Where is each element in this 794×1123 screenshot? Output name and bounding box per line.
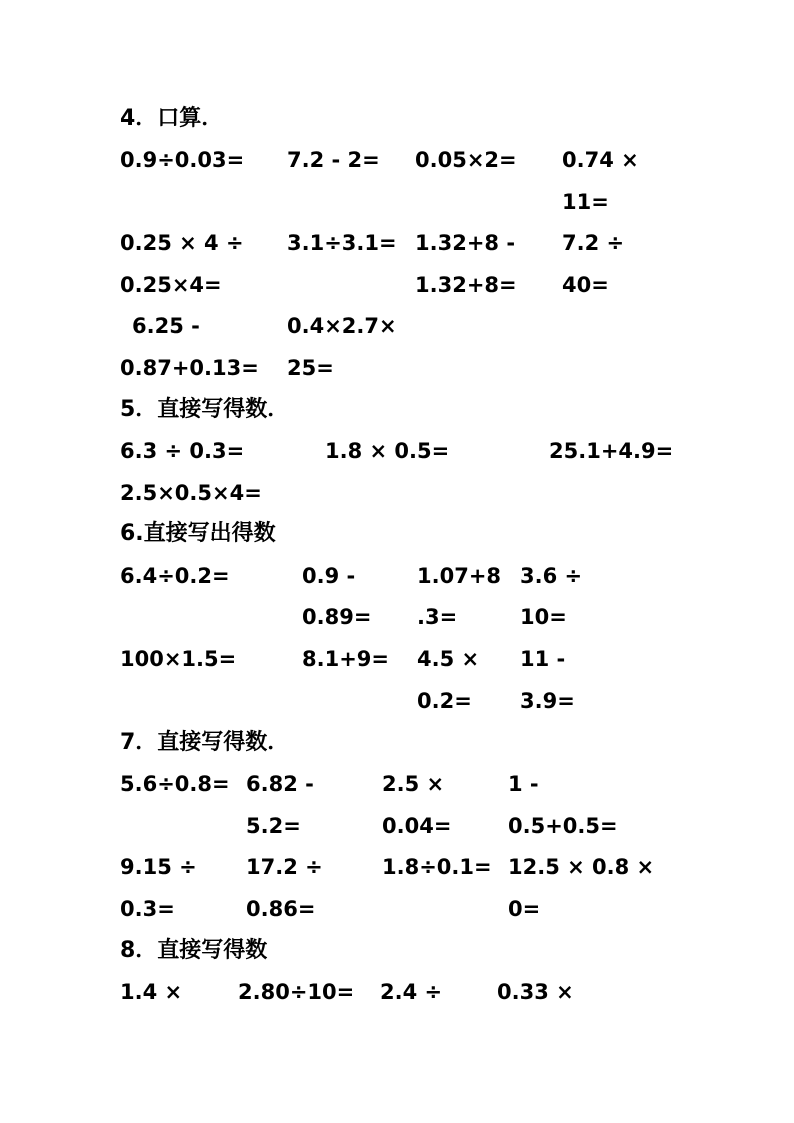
problem-cell: 0.33 × — [497, 980, 574, 1004]
problem-cell: 0.4×2.7× — [287, 314, 397, 338]
problem-cell: 2.80÷10= — [238, 980, 355, 1004]
problem-cell: 0.9 - — [302, 564, 356, 588]
problem-cell: 7.2 ÷ — [562, 231, 625, 255]
problem-cell: 6.82 - — [246, 772, 314, 796]
problem-cell: 10= — [520, 605, 567, 629]
problem-cell: 0.5+0.5= — [508, 814, 618, 838]
problem-cell: 0.25 × 4 ÷ — [120, 231, 244, 255]
problem-cell: 11= — [562, 190, 609, 214]
problem-cell: 0.9÷0.03= — [120, 148, 245, 172]
problem-cell: 2.5 × — [382, 772, 445, 796]
problem-cell: .3= — [417, 605, 458, 629]
problem-cell: 0.86= — [246, 897, 316, 921]
problem-cell: 7.2 - 2= — [287, 148, 380, 172]
problem-cell: 0.05×2= — [415, 148, 517, 172]
problem-cell: 1.4 × — [120, 980, 183, 1004]
problem-cell: 5.2= — [246, 814, 301, 838]
section-5-heading: 5．直接写得数． — [120, 397, 290, 422]
problem-cell: 1.8÷0.1= — [382, 855, 492, 879]
problem-cell: 1.32+8= — [415, 273, 517, 297]
section-8-heading: 8．直接写得数 — [120, 938, 268, 963]
problem-cell: 12.5 × 0.8 × — [508, 855, 655, 879]
problem-cell: 25= — [287, 356, 334, 380]
problem-cell: 1 - — [508, 772, 539, 796]
problem-cell: 6.3 ÷ 0.3= — [120, 439, 245, 463]
problem-cell: 17.2 ÷ — [246, 855, 323, 879]
problem-cell: 0.25×4= — [120, 273, 222, 297]
problem-cell: 100×1.5= — [120, 647, 237, 671]
problem-cell: 0.3= — [120, 897, 175, 921]
problem-cell: 0.89= — [302, 605, 372, 629]
problem-cell: 4.5 × — [417, 647, 480, 671]
section-7-heading: 7．直接写得数． — [120, 730, 290, 755]
problem-cell: 40= — [562, 273, 609, 297]
problem-cell: 3.9= — [520, 689, 575, 713]
problem-cell: 2.5×0.5×4= — [120, 481, 262, 505]
problem-cell: 0= — [508, 897, 541, 921]
problem-cell: 0.87+0.13= — [120, 356, 259, 380]
problem-cell: 0.2= — [417, 689, 472, 713]
section-4-heading: 4．口算． — [120, 106, 224, 131]
problem-cell: 3.1÷3.1= — [287, 231, 397, 255]
problem-cell: 1.07+8 — [417, 564, 502, 588]
problem-cell: 11 - — [520, 647, 566, 671]
problem-cell: 0.74 × — [562, 148, 639, 172]
section-6-heading: 6.直接写出得数 — [120, 521, 276, 546]
problem-cell: 3.6 ÷ — [520, 564, 583, 588]
problem-cell: 5.6÷0.8= — [120, 772, 230, 796]
problem-cell: 1.8 × 0.5= — [325, 439, 450, 463]
problem-cell: 0.04= — [382, 814, 452, 838]
problem-cell: 6.25 - — [132, 314, 200, 338]
problem-cell: 8.1+9= — [302, 647, 390, 671]
problem-cell: 1.32+8 - — [415, 231, 516, 255]
problem-cell: 25.1+4.9= — [549, 439, 674, 463]
problem-cell: 6.4÷0.2= — [120, 564, 230, 588]
problem-cell: 9.15 ÷ — [120, 855, 197, 879]
problem-cell: 2.4 ÷ — [380, 980, 443, 1004]
